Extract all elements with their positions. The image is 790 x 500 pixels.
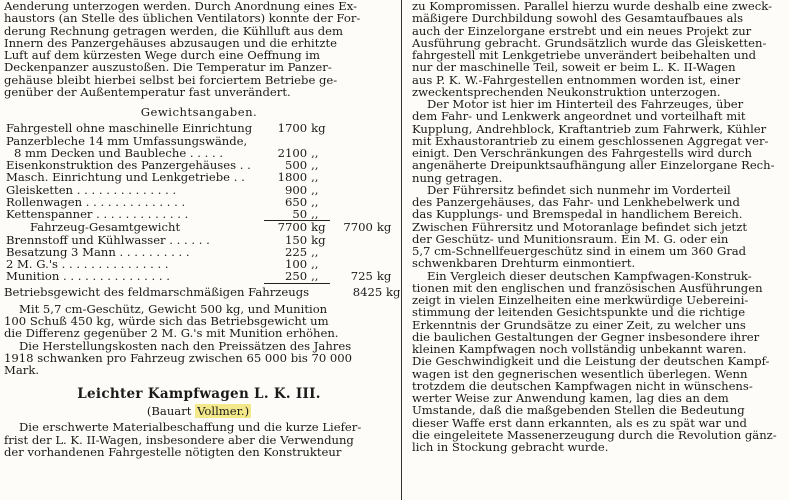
weight-unit-2: kg (376, 269, 392, 284)
text-line: zweckentsprechenden Neukonstruktion unterzogen. (412, 84, 721, 99)
weights-title: Gewichtsangaben. (140, 105, 258, 119)
weight-value: 150 (284, 232, 308, 247)
text-line: die Differenz gegenüber 2 M. G.'s mit Munition erhöhen. (4, 326, 339, 341)
text-line: dieser Waffe erst dann erkannten, als es zu spät war und (412, 415, 747, 430)
text-line: stimmung der leitenden Gesichtspunkte und die richtige (412, 305, 746, 320)
text-line: kleinen Kampfwagen noch vollständig unbekannt waren. (412, 342, 747, 356)
weight-unit: kg (311, 121, 326, 136)
text-line: auch der Einzelorgane erstrebt und ein neues Projekt zur (412, 23, 752, 38)
text-line: Der Führersitz befindet sich nunmehr im Vorderteil (427, 182, 731, 197)
text-line: dem Fahr- und Lenkwerk angeordnet und vorteilhaft mit (412, 109, 746, 124)
weight-row (6, 270, 394, 283)
text-line: nung getragen. (412, 170, 503, 185)
subheading-prefix: (Bauart (146, 404, 192, 419)
weight-value-2: 725 (350, 269, 373, 284)
weight-unit: ,, (311, 145, 319, 160)
text-line: Kupplung, Andrehblock, Kraftantrieb zum Fahrwerk, Kühler (412, 121, 767, 136)
text-line: tionen mit den englischen und französischen Ausführungen (412, 280, 763, 295)
weight-total-row (6, 221, 394, 234)
weight-value: 500 (284, 158, 308, 172)
text-line: haustors (an Stelle des üblichen Ventilators) konnte der For- (4, 11, 361, 26)
weight-label: 8 mm Decken und Baubleche . . . . . (14, 145, 224, 160)
left-para-1 (4, 0, 394, 98)
text-line: einigt. Den Verschränkungen des Fahrgestells wird durch (412, 146, 753, 160)
text-line: werter Weise zur Anwendung kamen, lag dies an dem (412, 391, 729, 405)
weights-table (6, 122, 394, 283)
text-line: aus P. K. W.-Fahrgestellen entnommen worden ist, einer (412, 72, 741, 87)
weight-label: Munition . . . . . . . . . . . . . . . (6, 269, 170, 284)
weight-label: Brennstoff und Kühlwasser . . . . . . (6, 232, 210, 247)
weight-unit: ,, (311, 244, 319, 259)
text-line: Die Herstellungskosten nach den Preissätzen des Jahres (19, 338, 352, 353)
weight-value: 250 (264, 270, 307, 283)
text-line: lich in Stockung gebracht wurde. (412, 440, 609, 454)
text-line: Umstande, daß die maßgebenden Stellen die Bedeutung (412, 403, 745, 418)
right-para-4 (412, 270, 786, 454)
left-column (4, 0, 401, 459)
weight-unit: ,, (311, 170, 319, 185)
text-line: Mark. (4, 363, 40, 377)
weight-unit: ,, (311, 158, 319, 172)
weight-label: Besatzung 3 Mann . . . . . . . . . . (6, 244, 190, 259)
right-para-3 (412, 184, 786, 270)
weight-row (6, 122, 394, 134)
text-line: wagen ist den gegnerischen wesentlich überlegen. Wenn (412, 366, 748, 381)
weight-row (6, 184, 394, 196)
text-line: 5,7 cm-Schnellfeuergeschütz sind in einem um 360 Grad (412, 244, 747, 258)
text-line: Aenderung unterzogen werden. Durch Anordnung eines Ex- (4, 0, 358, 13)
weight-label: Panzerbleche 14 mm Umfassungswände, (6, 133, 248, 148)
weight-value: 2100 (277, 145, 308, 160)
text-line: die baulichen Gestaltungen der Gegner insbesondere ihrer (412, 329, 760, 344)
text-line: des Panzergehäuses, das Fahr- und Lenkhebelwerk und (412, 195, 740, 209)
text-line: frist der L. K. II-Wagen, insbesondere aber die Verwendung (4, 432, 354, 447)
text-line: der vorhandenen Fahrgestelle nötigten den Konstrukteur (4, 444, 342, 459)
left-para-2 (4, 303, 394, 340)
text-line: schwenkbaren Drehturm einmontiert. (412, 256, 636, 271)
right-para-2 (412, 98, 786, 184)
text-line: Ausführung gebracht. Grundsätzlich wurde das Gleisketten- (412, 35, 767, 50)
text-line: mäßigere Durchbildung sowohl des Gesamtaufbaues als (412, 11, 744, 26)
text-line: mit Exhaustorantrieb zu einem geschlossenen Aggregat ver- (412, 133, 769, 148)
weight-row (6, 208, 394, 221)
text-line: genüber der Außentemperatur fast unverändert. (4, 84, 291, 99)
text-line: Die erschwerte Materialbeschaffung und die kurze Liefer- (19, 420, 362, 435)
text-line: zu Kompromissen. Parallel hierzu wurde deshalb eine zweck- (412, 0, 773, 13)
right-para-1 (412, 0, 786, 98)
weight-label: Fahrgestell ohne maschinelle Einrichtung (6, 121, 253, 136)
operating-weight-label: Betriebsgewicht des feldmarschmäßigen Fahrzeugs (4, 284, 310, 299)
column-divider (401, 0, 402, 500)
text-line: 1918 schwanken pro Fahrzeug zwischen 65 000 bis 70 000 (4, 350, 353, 365)
weight-unit: ,, (311, 257, 319, 271)
weight-row (6, 171, 394, 183)
text-line: Luft auf dem kürzesten Wege durch eine Oeffnung im (4, 48, 321, 62)
highlighted-name: Vollmer.) (197, 404, 250, 419)
operating-weight-unit: kg (385, 284, 401, 299)
weight-value: 650 (284, 194, 308, 209)
text-line: nur der maschinelle Teil, soweit er beim L. K. II-Wagen (412, 60, 736, 75)
text-line: Mit 5,7 cm-Geschütz, Gewicht 500 kg, und Munition (19, 301, 328, 316)
total-value-2: 7700 (343, 219, 373, 234)
text-line: trotzdem die deutschen Kampfwagen nicht in wünschens- (412, 378, 753, 393)
weight-row (6, 234, 394, 246)
weight-label: Rollenwagen . . . . . . . . . . . . . . (6, 194, 186, 209)
operating-weight-value: 8425 (352, 284, 383, 299)
text-line: gehäuse bleibt hierbei selbst bei forciertem Betriebe ge- (4, 72, 338, 87)
text-line: die eingeleitete Massenerzeugung durch die Revolution gänz- (412, 427, 777, 442)
weight-label: Eisenkonstruktion des Panzergehäuses . . (6, 158, 251, 172)
text-line: der Geschütz- und Munitionsraum. Ein M. G. oder ein (412, 231, 729, 246)
text-line: Erkenntnis der Grundsätze zu einer Zeit, zu welcher uns (412, 317, 746, 332)
text-line: zeigt in vielen Einzelheiten eine merkwürdige Uebereini- (412, 293, 749, 307)
weight-label: Masch. Einrichtung und Lenkgetriebe . . (6, 170, 245, 185)
weight-value: 1800 (277, 170, 308, 185)
total-unit: kg (311, 220, 326, 235)
section-subheading (4, 404, 394, 418)
weight-value: 1700 (277, 121, 308, 136)
weight-label: Gleisketten . . . . . . . . . . . . . . (6, 182, 177, 197)
section-heading: Leichter Kampfwagen L. K. III. (77, 386, 321, 403)
text-line: Deckenpanzer auszustoßen. Die Temperatur im Panzer- (4, 60, 332, 75)
weight-label: 2 M. G.'s . . . . . . . . . . . . . . . (6, 257, 169, 271)
text-line: derung Rechnung getragen werden, die Kühlluft aus dem (4, 23, 344, 38)
total-label: Fahrzeug-Gesamtgewicht (30, 219, 181, 234)
weight-label: Kettenspanner . . . . . . . . . . . . . (6, 207, 189, 221)
total-value: 7700 (277, 220, 308, 235)
text-line: 100 Schuß 450 kg, würde sich das Betriebsgewicht um (4, 314, 329, 328)
weight-unit: ,, (307, 270, 330, 283)
text-line: fahrgestell mit Lenkgetriebe unverändert beibehalten und (412, 48, 757, 62)
left-para-4 (4, 421, 394, 458)
weight-unit: ,, (307, 208, 330, 221)
total-unit-2: kg (376, 219, 392, 234)
weight-value: 900 (284, 182, 308, 197)
operating-weight-line (4, 284, 401, 299)
weight-unit: kg (311, 232, 326, 247)
weight-value: 225 (284, 244, 308, 259)
text-line: Die Geschwindigkeit und die Leistung der deutschen Kampf- (412, 354, 770, 369)
text-line: angenäherte Dreipunktsaufhängung aller Einzelorgane Rech- (412, 158, 775, 173)
text-line: Innern des Panzergehäuses abzusaugen und die erhitzte (4, 35, 337, 50)
weight-unit: ,, (311, 182, 319, 197)
weight-value: 100 (284, 257, 308, 271)
text-line: das Kupplungs- und Bremspedal in handlichem Bereich. (412, 207, 743, 222)
right-column (412, 0, 786, 453)
weight-unit: ,, (311, 194, 319, 209)
weight-row (6, 135, 394, 147)
text-line: Der Motor ist hier im Hinterteil des Fahrzeuges, über (427, 97, 744, 111)
text-line: Ein Vergleich dieser deutschen Kampfwagen-Konstruk- (427, 268, 752, 283)
text-line: Zwischen Führersitz und Motoranlage befindet sich jetzt (412, 219, 747, 234)
weight-value: 50 (264, 208, 307, 221)
left-para-3 (4, 340, 394, 377)
